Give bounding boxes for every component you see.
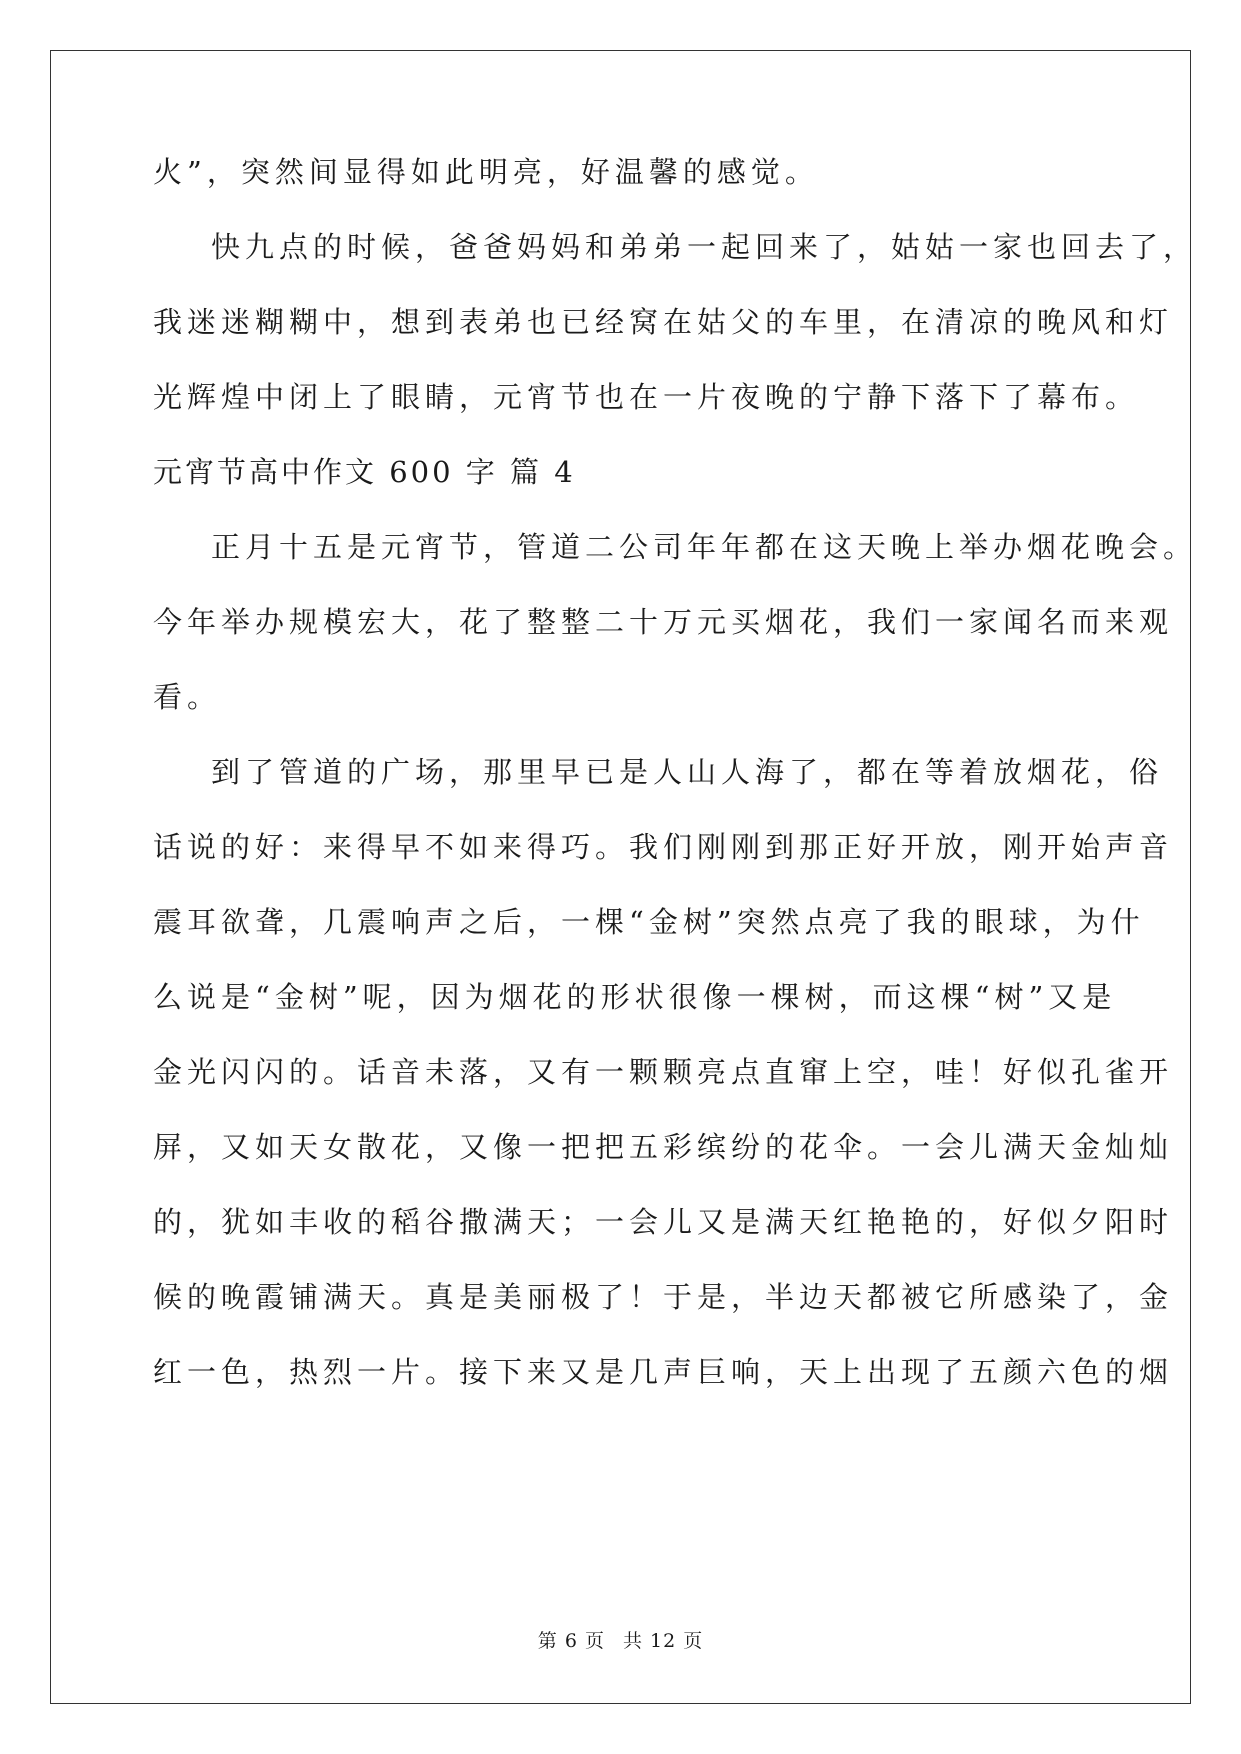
text-line: 看。 <box>153 680 222 714</box>
text-line: 火”，突然间显得如此明亮，好温馨的感觉。 <box>153 155 819 189</box>
section-heading: 元宵节高中作文 600 字 篇 4 <box>153 455 576 489</box>
text-line: 候的晚霞铺满天。真是美丽极了！于是，半边天都被它所感染了，金 <box>153 1280 1174 1314</box>
text-line: 今年举办规模宏大，花了整整二十万元买烟花，我们一家闻名而来观 <box>153 605 1174 639</box>
text-line: 光辉煌中闭上了眼睛，元宵节也在一片夜晚的宁静下落下了幕布。 <box>153 380 1140 414</box>
text-line: 震耳欲聋，几震响声之后，一棵“金树”突然点亮了我的眼球，为什 <box>153 905 1145 939</box>
text-line: 的，犹如丰收的稻谷撒满天；一会儿又是满天红艳艳的，好似夕阳时 <box>153 1205 1174 1239</box>
text-line: 么说是“金树”呢，因为烟花的形状很像一棵树，而这棵“树”又是 <box>153 980 1117 1014</box>
page-footer <box>0 1628 1241 1654</box>
paragraph-start-line: 到了管道的广场，那里早已是人山人海了，都在等着放烟花，俗 <box>211 755 1164 789</box>
text-line: 屏，又如天女散花，又像一把把五彩缤纷的花伞。一会儿满天金灿灿 <box>153 1130 1174 1164</box>
text-line: 我迷迷糊糊中，想到表弟也已经窝在姑父的车里，在清凉的晚风和灯 <box>153 305 1174 339</box>
text-line: 话说的好：来得早不如来得巧。我们刚刚到那正好开放，刚开始声音 <box>153 830 1174 864</box>
paragraph-start-line: 快九点的时候，爸爸妈妈和弟弟一起回来了，姑姑一家也回去了， <box>211 230 1198 264</box>
page-total: 共 12 页 <box>622 1630 704 1652</box>
text-line: 金光闪闪的。话音未落，又有一颗颗亮点直窜上空，哇！好似孔雀开 <box>153 1055 1174 1089</box>
text-line: 红一色，热烈一片。接下来又是几声巨响，天上出现了五颜六色的烟 <box>153 1355 1174 1389</box>
paragraph-start-line: 正月十五是元宵节，管道二公司年年都在这天晚上举办烟花晚会。 <box>211 530 1198 564</box>
page-number: 第 6 页 <box>537 1630 605 1652</box>
page-border <box>50 50 1191 1704</box>
